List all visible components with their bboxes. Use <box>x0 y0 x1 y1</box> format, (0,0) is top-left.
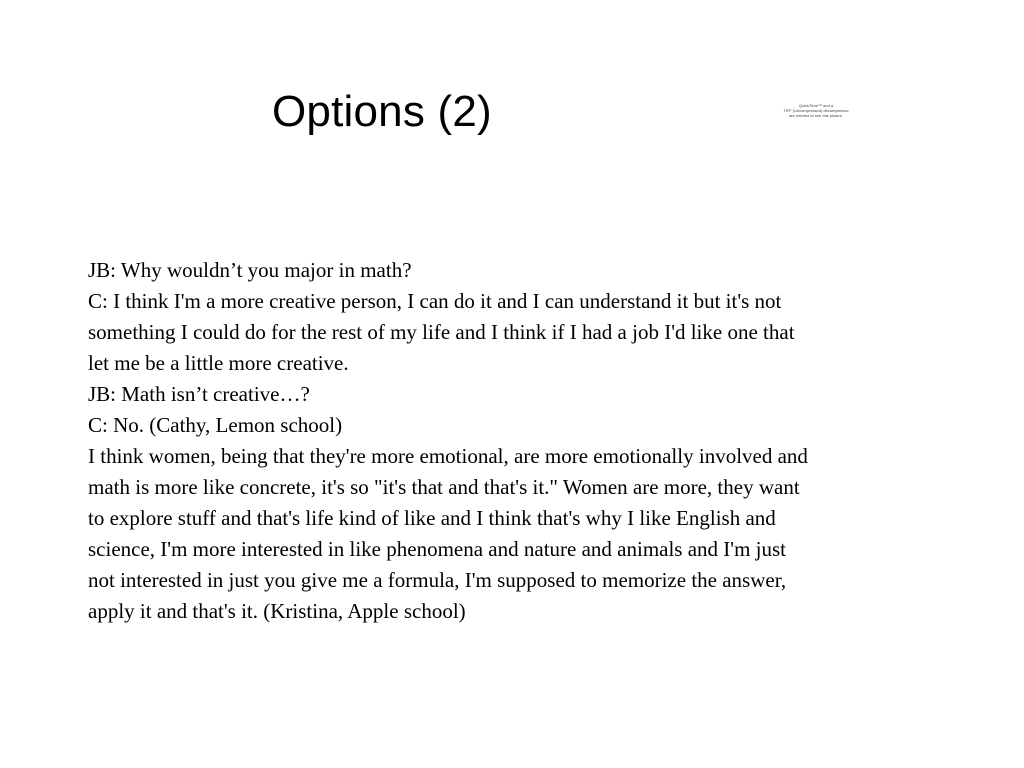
quote-line: science, I'm more interested in like phenomena and nature and animals and I'm just <box>88 537 787 561</box>
quote-line: math is more like concrete, it's so "it's that and that's it." Women are more, they want <box>88 475 800 499</box>
quote-line: not interested in just you give me a formula, I'm supposed to memorize the answer, <box>88 568 787 592</box>
slide-title: Options (2) <box>272 87 492 136</box>
quote-line: C: No. (Cathy, Lemon school) <box>88 413 343 437</box>
quote-line: C: I think I'm a more creative person, I can do it and I can understand it but it's not <box>88 289 782 313</box>
image-placeholder <box>778 103 854 118</box>
image-placeholder-line: are needed to see this picture. <box>789 113 843 118</box>
quote-line: something I could do for the rest of my life and I think if I had a job I'd like one that <box>88 320 795 344</box>
quote-line: JB: Math isn’t creative…? <box>88 382 310 406</box>
quote-text <box>88 255 988 627</box>
quote-line: apply it and that's it. (Kristina, Apple school) <box>88 599 466 623</box>
quote-line: let me be a little more creative. <box>88 351 349 375</box>
quote-line: I think women, being that they're more emotional, are more emotionally involved and <box>88 444 808 468</box>
quote-line: JB: Why wouldn’t you major in math? <box>88 258 412 282</box>
image-placeholder-line: TIFF (Uncompressed) decompressor <box>783 108 849 113</box>
quote-line: to explore stuff and that's life kind of like and I think that's why I like English and <box>88 506 776 530</box>
image-placeholder-line: QuickTime™ and a <box>798 103 834 108</box>
